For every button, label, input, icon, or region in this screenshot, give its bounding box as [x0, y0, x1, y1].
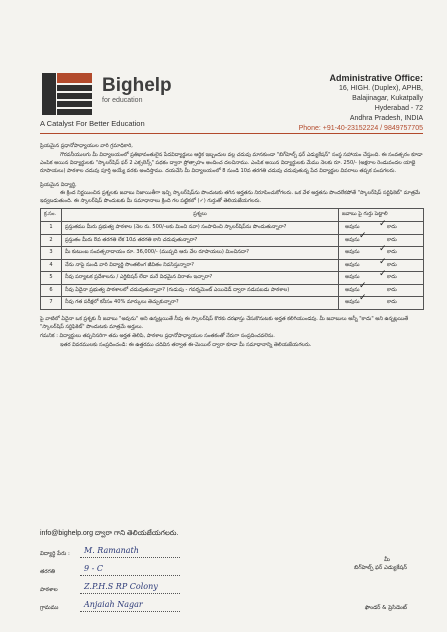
- table-row: [41, 297, 424, 310]
- contact-email: info@bighelp.org ద్వారా గాని తెలియజేయగలరు.: [40, 530, 179, 537]
- row-answer: [339, 219, 424, 235]
- answer-yes-label: అవును: [345, 299, 360, 305]
- address-line: Hyderabad - 72: [374, 105, 423, 112]
- paragraph-intro: గౌరవనీయులగు మీ విద్యాలయంలో ప్రతిభావంతులైన పేదవిద్యార్థులు ఆర్థిక ఇబ్బందుల వల్ల చదువు మానకుండా "బిగ్‌హెల్ప్ ఫర్ ఎడ్యుకేషన్" సంస్థ సహాయం చేస్తుంది. ఈ సంవత్సరం కూడా ఎంపిక అయిన విద్యార్థులకు "స్కాలర్‌షిప్ ఫర్ 2 ఎక్సలెన్స్" పథకం ద్వారా ప్రోత్సాహం అందించ దలచినాము. ఎంపిక అయిన విద్యార్థులకు మేము నెలకు రూ. 250/- (అక్షరాల రెండువందల యాభై రూపాయలు) పాఠశాల చదువు పూర్తి అయ్యే వరకు అందిస్తాము. దయచేసి మీ విద్యాలయంలో 8 నుండి 10వ తరగతి చదువు చదువుతున్న పేద విద్యార్థుల వివరాలు తప్పక పంపగలరు.: [40, 152, 423, 174]
- brand-subtitle: for education: [102, 97, 143, 104]
- row-question: నేను నాపై నుండి వారి విద్యార్థి సొంతలింగ జీవితం నివసిస్తున్నారా?: [62, 259, 339, 272]
- col-header-number: క్ర.సం.: [41, 209, 62, 222]
- row-number: 7: [41, 297, 62, 310]
- letter-body: [40, 142, 424, 349]
- checkmark-icon: ✓: [379, 244, 387, 254]
- brand-block: [102, 76, 172, 104]
- row-question: ప్రస్తుతం మీరు 8వ తరగతి లేక 10వ తరగతి కాని చదువుతున్నారా?: [62, 234, 339, 247]
- field-label: విద్యార్థి పేరు :: [40, 551, 70, 557]
- field-line: [80, 557, 180, 558]
- row-question: మీ కుటుంబ సంవత్సరాదాయం రూ. 36,000/- (ముప్పది ఆరు వేల రూపాయలు) మించినదా?: [62, 247, 339, 260]
- salutation: ప్రియమైన ప్రధానోపాధ్యాయుల వారి గ్రమాధికారి,: [40, 143, 133, 149]
- checkmark-icon: ✓: [359, 280, 367, 291]
- col-header-question: ప్రశ్నలు: [62, 209, 339, 222]
- row-answer: [339, 293, 424, 310]
- office-title: Administrative Office:: [329, 73, 423, 83]
- field-value-handwritten: Anjaiah Nagar: [84, 600, 143, 609]
- signature-title: ఫౌండర్ & ప్రెసిడెంట్: [364, 605, 407, 611]
- field-line: [80, 575, 180, 576]
- office-address: [299, 73, 423, 134]
- note-eligibility: పై వాటిలో ఏదైనా ఒక ప్రశ్నకు నీ జవాబు "అవును" అని ఉన్నట్లయితే నీవు ఈ స్కాలర్‌షిప్ కొరకు దరఖాస్తు చేసుకొనుటకు అర్హత కలిగియుండవు. మీ జవాబులు అన్నీ "కాదు" అని ఉన్నట్లయితే "స్కాలర్‌షిప్ సర్టిఫికెట్" పొందుటకు మాత్రమే అర్హులు.: [40, 315, 409, 330]
- answer-yes-label: అవును: [345, 236, 360, 243]
- answer-yes-label: అవును: [345, 274, 360, 280]
- answer-yes-label: అవును: [345, 286, 360, 293]
- answer-yes-label: అవును: [345, 261, 360, 268]
- answer-no-label: కాదు: [387, 274, 397, 280]
- answer-no-label: కాదు: [387, 299, 397, 305]
- checkmark-icon: ✓: [379, 219, 387, 229]
- field-line: [80, 593, 180, 594]
- answer-no-label: కాదు: [387, 249, 397, 255]
- signature-org: బిగ్‌హెల్ప్ ఫర్ ఎడ్యుకేషన్: [354, 565, 407, 571]
- table-header-row: [41, 209, 424, 222]
- row-answer: [339, 269, 424, 285]
- field-value-handwritten: M. Ramanath: [84, 546, 139, 555]
- student-name-field: [40, 546, 139, 558]
- row-number: 2: [41, 234, 62, 247]
- phone-number: Phone: +91-40-23152224 / 9849757705: [298, 125, 423, 132]
- row-question: నీవు పర్యాటక ప్రదేశాలను / ఎగ్జిబిషన్ లేదా మరే విధమైన విరాళం ఇచ్చారా?: [62, 272, 339, 285]
- field-value-handwritten: Z.P.H.S RP Colony: [84, 582, 158, 591]
- table-row: [41, 247, 424, 260]
- address-line: Balajinagar, Kukatpally: [352, 95, 423, 102]
- answer-no-label: కాదు: [387, 236, 397, 243]
- note-instruction: గమనిక : విద్యార్థులు తప్పనిసరిగా తమ అర్హత తెలిపి, పాఠశాల ప్రధానోపాధ్యాయుల సంతకంతో నేరుగా సంప్రదించవలెను.: [40, 332, 275, 339]
- row-answer: [339, 280, 424, 297]
- answer-yes-label: అవును: [345, 249, 360, 255]
- field-label: తరగతి: [40, 569, 56, 575]
- field-label: పాఠశాల: [40, 587, 58, 593]
- col-header-answer: జవాబు పై గుర్తు పెట్టాలి: [339, 209, 424, 222]
- checkmark-icon: ✓: [359, 293, 367, 303]
- row-number: 6: [41, 284, 62, 297]
- field-value-handwritten: 9 - C: [84, 564, 103, 573]
- row-question: నీవు గత పరీక్షలో కనీసం 40% మార్కులు తెచ్చుకున్నారా?: [62, 297, 339, 310]
- address-line: 16, HIGH. (Duplex), APHB,: [338, 85, 423, 92]
- checkmark-icon: ✓: [379, 269, 387, 279]
- address-line: Andhra Pradesh, INDIA: [349, 115, 423, 122]
- row-question: నీవు ఏదైనా ప్రభుత్వ పాఠశాలలో చదువుతున్నావా? (గుడుపు - గవర్నమెంట్ ఎయిడెడ్ ద్వారా నడుపబడు పాఠశాల): [62, 284, 339, 297]
- class-field: [40, 564, 103, 576]
- answer-no-label: కాదు: [387, 286, 397, 293]
- row-question: ప్రస్తుతము మీరు ప్రభుత్వ పాఠశాల (నెల రు. 500/-లకు మించి నవా) సంపాదించి స్కాలర్‌షిప్‌ను పొందుతున్నారా?: [62, 222, 339, 235]
- header-divider: [40, 133, 423, 134]
- note-contact: ఇతర వివరములకు సంప్రదించండి: ఈ ఉత్తరము చదివిన తర్వాత ఈ-మెయిల్ ద్వారా కూడా మీ సమాధానాన్ని తెలియజేయగలరు.: [60, 341, 312, 348]
- answer-yes-label: అవును: [345, 224, 360, 230]
- eligibility-table: [40, 208, 424, 310]
- field-line: [80, 611, 180, 612]
- tagline: A Catalyst For Better Education: [40, 119, 145, 128]
- checkmark-icon: ✓: [379, 256, 387, 267]
- row-number: 5: [41, 272, 62, 285]
- signature-greeting: మీ: [384, 557, 390, 563]
- table-row: [41, 234, 424, 247]
- answer-no-label: కాదు: [387, 224, 397, 230]
- bighelp-logo-icon: [42, 73, 92, 115]
- answer-no-label: కాదు: [387, 261, 397, 268]
- village-field: [40, 600, 143, 612]
- row-number: 4: [41, 259, 62, 272]
- table-row: [41, 259, 424, 272]
- student-salutation: ప్రియమైన విద్యార్థి,: [40, 182, 77, 188]
- checkmark-icon: ✓: [359, 230, 367, 241]
- row-number: 3: [41, 247, 62, 260]
- row-number: 1: [41, 222, 62, 235]
- brand-name: Bighelp: [102, 75, 172, 96]
- field-label: గ్రామము: [40, 605, 59, 611]
- school-field: [40, 582, 158, 594]
- signature-block: [354, 556, 407, 572]
- paragraph-instructions: ఈ క్రింద నిర్ణయించిన ప్రశ్నలకు జవాబు నిజాయితీగా ఇచ్చి స్కాలర్‌షిప్‌ను పొందుటకు తగిన అర్హతను నిరూపించుకోగలరు. ఒక వేళ అర్హతను పొందలేకపోతే "స్కాలర్‌షిప్ సర్టిఫికెట్" మాత్రమే ఇవ్వబడుతుంది. ఈ స్కాలర్‌షిప్ పొందుటకు మీ సమాధానాలు క్రింది గల పట్టికలో (✓) గుర్తుతో తెలియజేయగలరు.: [40, 190, 421, 204]
